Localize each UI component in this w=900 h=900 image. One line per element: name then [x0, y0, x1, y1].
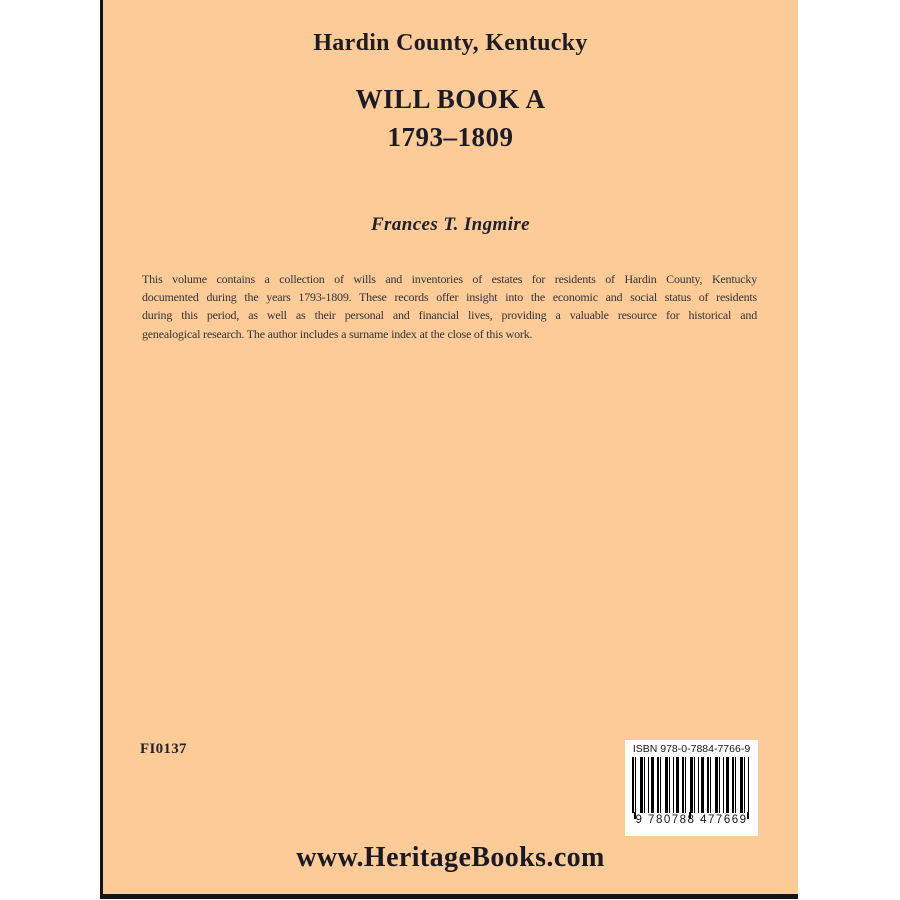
barcode: [625, 740, 758, 836]
description-line: genealogical research. The author includes a surname index at the close of this work.: [142, 326, 533, 341]
description-line: during this period, as well as their personal and financial lives, providing a valuable resource for historical and: [142, 308, 757, 323]
barcode-bars: [632, 757, 751, 813]
title-years: 1793–1809: [387, 122, 514, 152]
title-main: WILL BOOK A: [355, 84, 546, 114]
title-location: Hardin County, Kentucky: [313, 30, 588, 56]
book-cover: [100, 0, 798, 899]
book-cover-content: [103, 0, 798, 894]
ean-digits: 9 780788 477669: [635, 814, 748, 826]
product-code: FI0137: [140, 741, 187, 757]
description-line: documented during the years 1793-1809. These records offer insight into the economic and social status of residents: [142, 290, 757, 305]
website-url: www.HeritageBooks.com: [296, 842, 605, 873]
isbn-label: ISBN 978-0-7884-7766-9: [632, 743, 751, 755]
description-paragraph: [142, 270, 757, 343]
description-line: This volume contains a collection of wills and inventories of estates for residents of Hardin County, Kentucky: [142, 272, 757, 286]
author-name: Frances T. Ingmire: [370, 214, 531, 235]
